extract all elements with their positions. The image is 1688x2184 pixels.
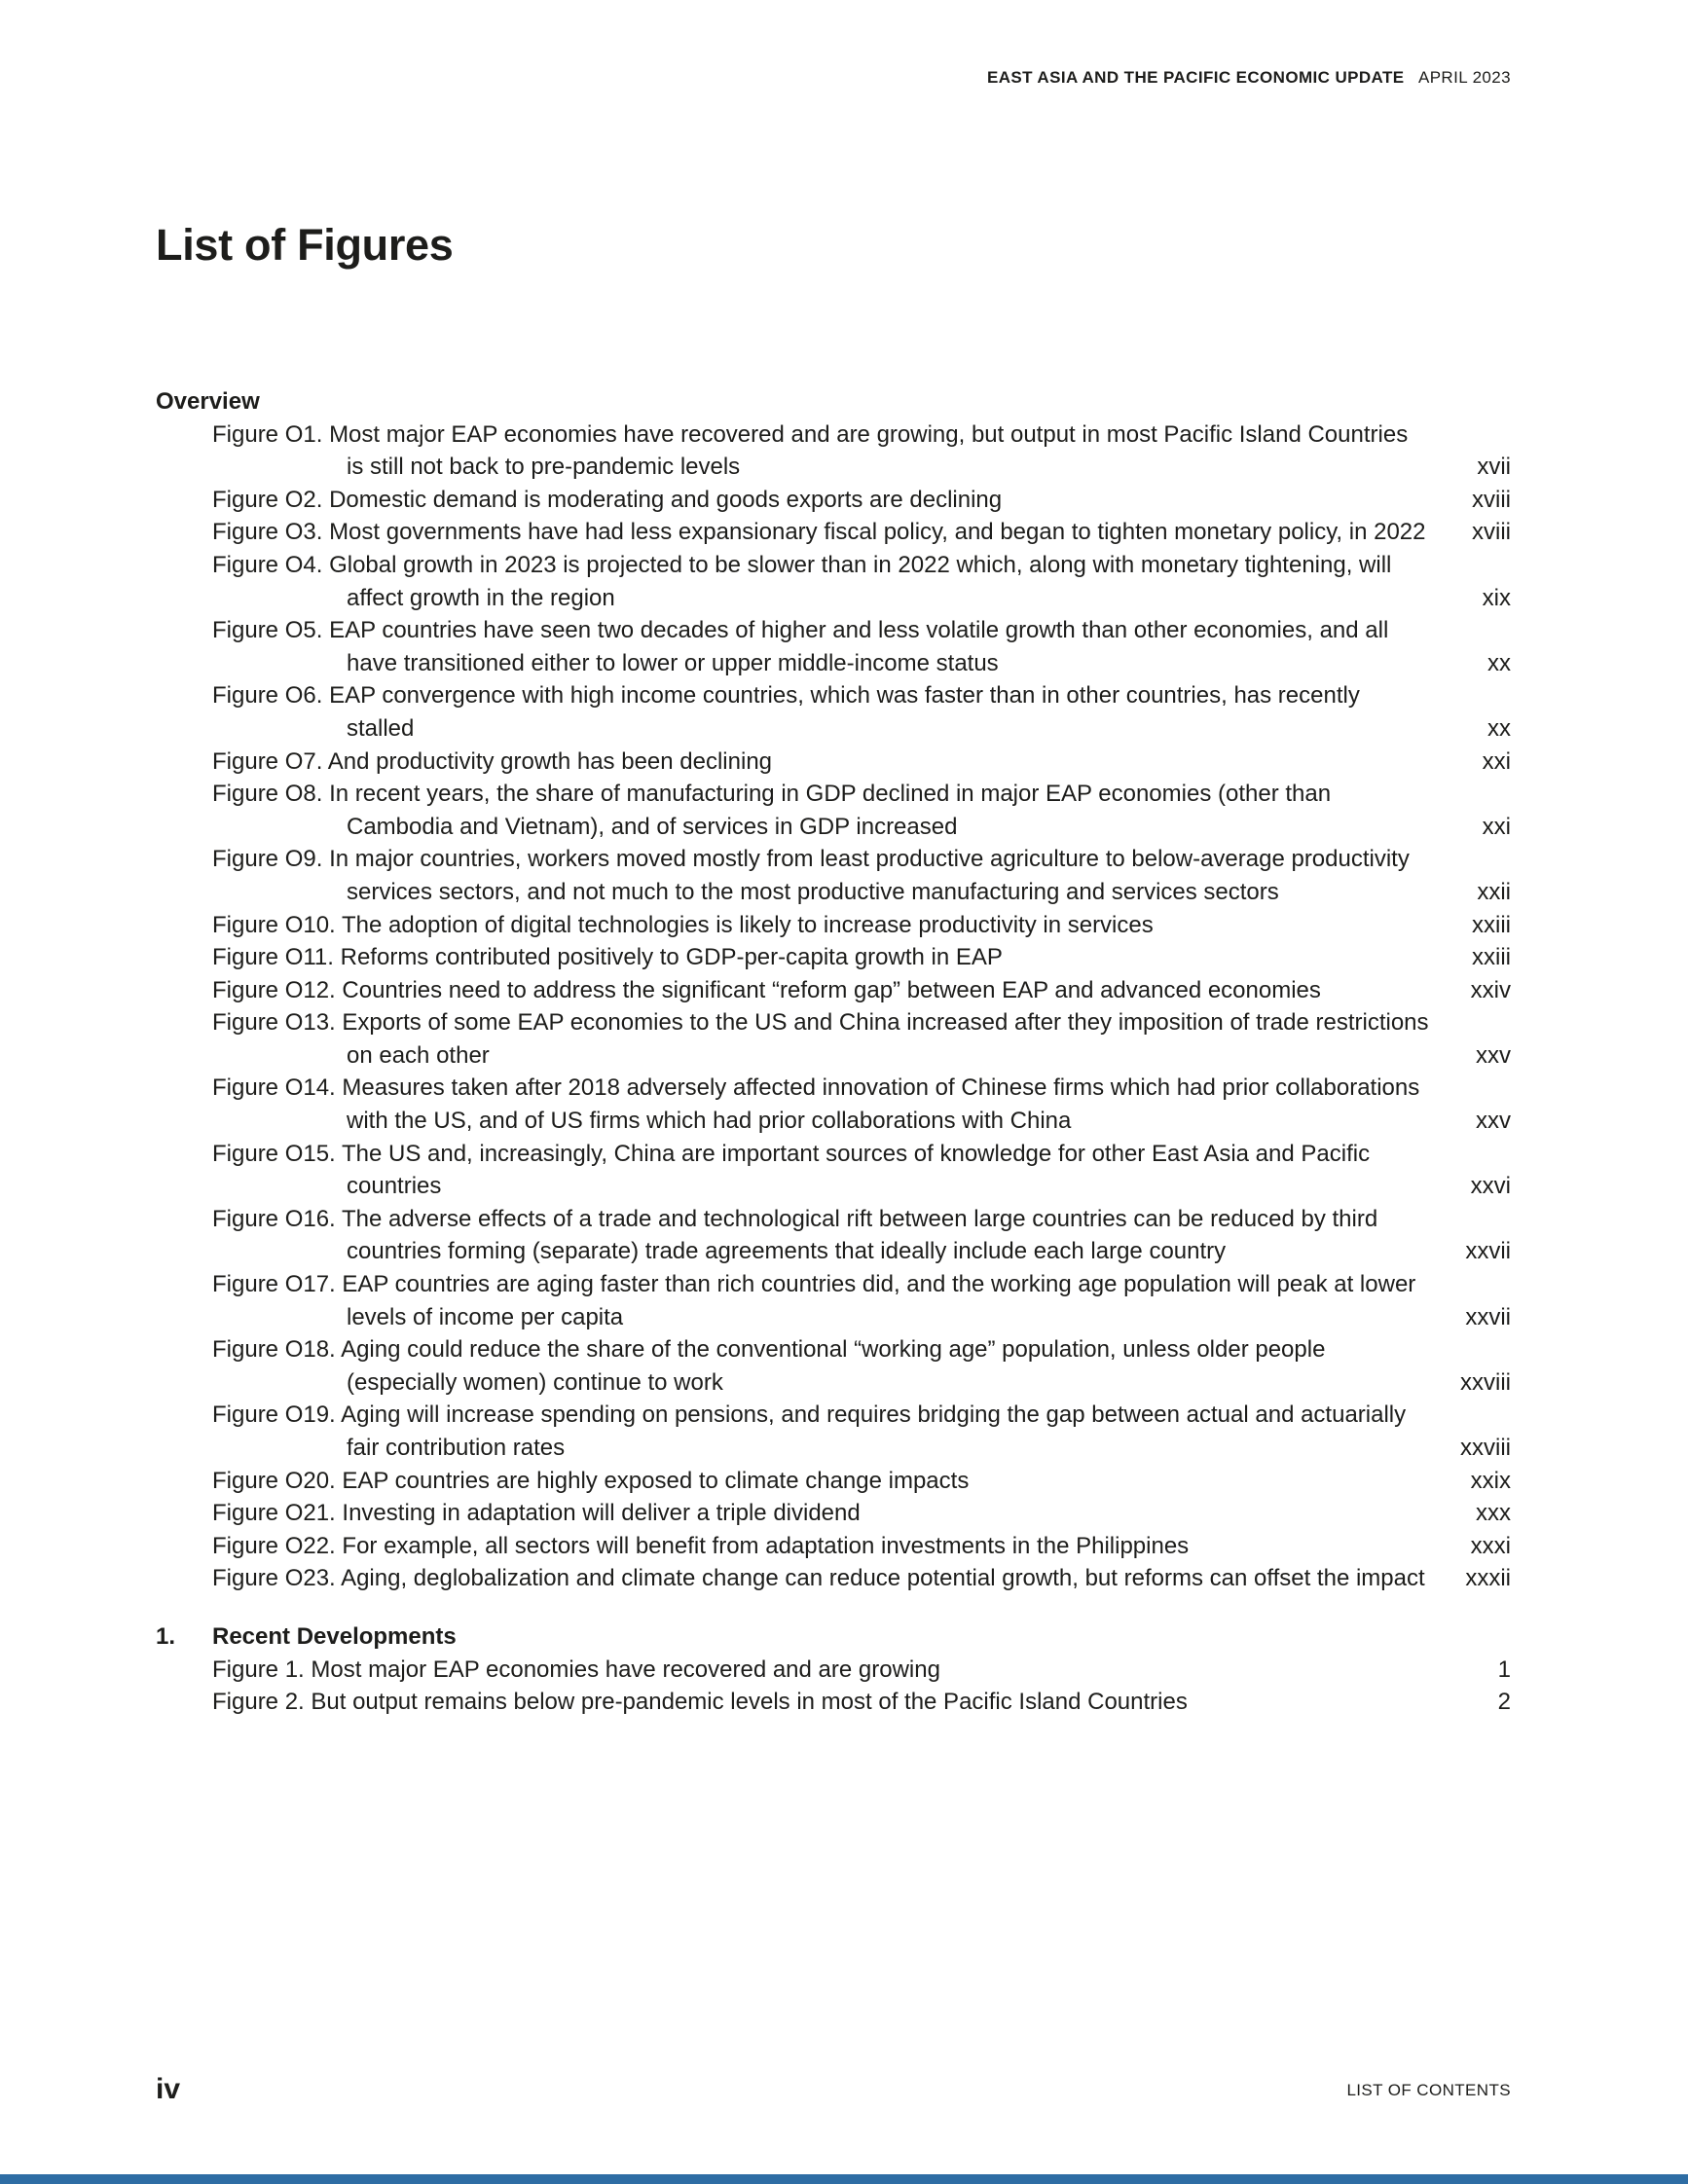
figure-caption: Exports of some EAP economies to the US and China increased after they imposition of trade restrictions on each other [342,1009,1429,1069]
figure-caption: Most major EAP economies have recovered and are growing [311,1656,940,1683]
figure-entry-text [212,843,1443,908]
figure-caption: Aging, deglobalization and climate change can reduce potential growth, but reforms can offset the impact [341,1565,1425,1592]
figure-entry [212,1654,1511,1687]
header-report-title: EAST ASIA AND THE PACIFIC ECONOMIC UPDATE [987,68,1405,87]
figure-page-number: 2 [1497,1689,1511,1716]
figure-entry-text [212,1530,1443,1563]
figure-entry-text [212,1562,1443,1595]
figure-page-number: 1 [1497,1656,1511,1683]
figure-entry-text [212,484,1443,517]
section-title: Recent Developments [212,1622,457,1650]
figure-page-number: xviii [1472,486,1511,513]
figure-page-number: xxxii [1465,1565,1511,1592]
figure-label: Figure O16. [212,1205,336,1232]
figure-label: Figure O19. [212,1401,336,1429]
figure-entry-text [212,1072,1443,1137]
figure-page-number: xxii [1477,878,1511,905]
figure-label: Figure O9. [212,846,323,873]
figure-label: Figure O4. [212,551,323,578]
figure-caption: And productivity growth has been declining [327,747,773,775]
figure-caption: Most major EAP economies have recovered and are growing, but output in most Pacific Island Countries is still not back to pre-pandemic levels [329,420,1409,481]
figure-entry [212,1497,1511,1530]
figure-entry [212,843,1511,908]
figure-label: Figure O10. [212,911,336,938]
figure-caption: Reforms contributed positively to GDP-per-capita growth in EAP [340,944,1003,971]
figure-entry [212,974,1511,1007]
figure-entry-text [212,1333,1443,1399]
figure-label: Figure O20. [212,1467,336,1494]
figure-label: Figure O11. [212,944,334,971]
figure-entry [212,1072,1511,1137]
footer-section-label: LIST OF CONTENTS [1346,2081,1511,2099]
figure-entry [212,1203,1511,1268]
page-title: List of Figures [156,220,454,270]
figure-page-number: xxiii [1472,944,1511,971]
figure-entry [212,1562,1511,1595]
figure-page-number: xix [1482,584,1511,611]
figure-label: Figure O12. [212,976,336,1003]
figure-caption: Investing in adaptation will deliver a triple dividend [342,1500,861,1527]
figure-entry [212,516,1511,549]
figure-page-number: xviii [1472,519,1511,546]
figure-label: Figure O3. [212,519,323,546]
figure-entry [212,1399,1511,1464]
figure-entry-text [212,778,1443,843]
figure-page-number: xxi [1482,813,1511,840]
figure-page-number: xxiv [1470,976,1511,1003]
figure-page-number: xxvi [1470,1173,1511,1200]
figure-caption: The adverse effects of a trade and technological rift between large countries can be reduced by third countries forming (separate) trade agreements that ideally include each large country [341,1205,1378,1265]
figure-caption: EAP convergence with high income countries, which was faster than in other countries, has recently stalled [329,682,1360,742]
figure-page-number: xxix [1470,1467,1511,1494]
figure-page-number: xxx [1476,1500,1511,1527]
figure-entry-text [212,1138,1443,1203]
figure-entry-text [212,941,1443,974]
figure-entry [212,778,1511,843]
figure-entry [212,679,1511,745]
figure-caption: EAP countries have seen two decades of higher and less volatile growth than other economies, and all have transitioned either to lower or upper middle-income status [329,617,1389,676]
figure-entry-text [212,516,1443,549]
figure-entry [212,419,1511,484]
figure-label: Figure 1. [212,1656,305,1683]
figure-label: Figure O22. [212,1532,336,1559]
figure-page-number: xxv [1476,1041,1511,1069]
document-header [156,68,1511,88]
figure-entry-text [212,419,1443,484]
figure-page-number: xxxi [1470,1532,1511,1559]
figure-page-number: xxi [1482,747,1511,775]
figure-label: Figure O17. [212,1271,336,1298]
figure-caption: The US and, increasingly, China are important sources of knowledge for other East Asia and Pacific countries [341,1140,1371,1200]
figure-page-number: xxviii [1460,1435,1511,1461]
figure-entry-text [212,1497,1443,1530]
figure-label: Figure O18. [212,1336,336,1364]
figure-entry-text [212,1465,1443,1498]
figure-caption: EAP countries are highly exposed to climate change impacts [342,1467,970,1494]
figure-page-number: xxvii [1465,1303,1511,1330]
figure-entry-text [212,1654,1443,1687]
figure-entry [212,1006,1511,1072]
header-report-date: APRIL 2023 [1417,68,1511,87]
figure-entry [212,746,1511,779]
figure-entry-text [212,1006,1443,1072]
figure-label: Figure O13. [212,1009,336,1037]
figure-page-number: xxiii [1472,911,1511,938]
figure-entry-text [212,679,1443,745]
figure-caption: In recent years, the share of manufacturing in GDP declined in major EAP economies (other than Cambodia and Vietnam), and of services in GDP increased [329,781,1332,840]
figure-entry [212,1530,1511,1563]
figure-label: Figure O2. [212,486,323,513]
figure-page-number: xxviii [1460,1368,1511,1396]
folio-page-number: iv [156,2073,181,2105]
figure-caption: But output remains below pre-pandemic levels in most of the Pacific Island Countries [311,1689,1188,1716]
figure-caption: Most governments have had less expansionary fiscal policy, and began to tighten monetary policy, in 2022 [329,519,1426,546]
figure-caption: Global growth in 2023 is projected to be slower than in 2022 which, along with monetary tightening, will affect growth in the region [329,551,1392,611]
figure-caption: The adoption of digital technologies is likely to increase productivity in services [341,911,1154,938]
figure-entry [212,1268,1511,1333]
figure-page-number: xxv [1476,1108,1511,1135]
figure-label: Figure O23. [212,1565,336,1592]
list-of-figures [156,385,1511,1719]
figure-entry [212,614,1511,679]
figure-caption: Aging could reduce the share of the conventional “working age” population, unless older people (especially women) continue to work [341,1336,1326,1396]
figure-page-number: xxvii [1465,1238,1511,1265]
header-spacer [1410,68,1414,87]
figure-label: Figure O15. [212,1140,336,1167]
figure-label: Figure O5. [212,617,323,644]
figure-caption: Measures taken after 2018 adversely affected innovation of Chinese firms which had prior collaborations with the US, and of US firms which had prior collaborations with China [342,1074,1420,1135]
figure-caption: Domestic demand is moderating and goods exports are declining [329,486,1003,513]
figure-label: Figure O6. [212,682,323,710]
figure-entry [212,941,1511,974]
section-number: 1. [156,1622,176,1650]
figure-entry-text [212,1686,1443,1719]
section-title: Overview [156,388,260,415]
figure-page-number: xx [1487,649,1511,676]
figure-entry-text [212,746,1443,779]
figure-caption: In major countries, workers moved mostly from least productive agriculture to below-average productivity services sectors, and not much to the most productive manufacturing and services sectors [329,846,1410,905]
figure-caption: Aging will increase spending on pensions, and requires bridging the gap between actual and actuarially fair contribution rates [341,1401,1407,1461]
toc-section [156,1620,1511,1719]
section-heading [156,385,1511,419]
figure-entry [212,1138,1511,1203]
figure-label: Figure O7. [212,747,323,775]
figure-entry [212,1465,1511,1498]
figure-caption: For example, all sectors will benefit from adaptation investments in the Philippines [342,1532,1190,1559]
figure-caption: EAP countries are aging faster than rich countries did, and the working age population will peak at lower levels of income per capita [342,1271,1416,1330]
section-heading [156,1620,1511,1654]
figure-entry [212,1686,1511,1719]
figure-entry-text [212,1268,1443,1333]
figure-entry [212,549,1511,614]
figure-page-number: xvii [1477,454,1511,481]
figure-label: Figure O8. [212,781,323,808]
bottom-accent-bar [0,2174,1688,2184]
figure-entry-text [212,549,1443,614]
figure-entry-text [212,1399,1443,1464]
figure-entry [212,909,1511,942]
figure-entry-text [212,909,1443,942]
figure-label: Figure O1. [212,420,323,448]
figure-entry-text [212,974,1443,1007]
figure-label: Figure O21. [212,1500,336,1527]
figure-label: Figure O14. [212,1074,336,1102]
figure-entry-text [212,614,1443,679]
figure-page-number: xx [1487,714,1511,742]
figure-caption: Countries need to address the significant “reform gap” between EAP and advanced economies [342,976,1321,1003]
figure-entry-text [212,1203,1443,1268]
figure-entry [212,1333,1511,1399]
figure-entry [212,484,1511,517]
figure-label: Figure 2. [212,1689,305,1716]
toc-section [156,385,1511,1595]
